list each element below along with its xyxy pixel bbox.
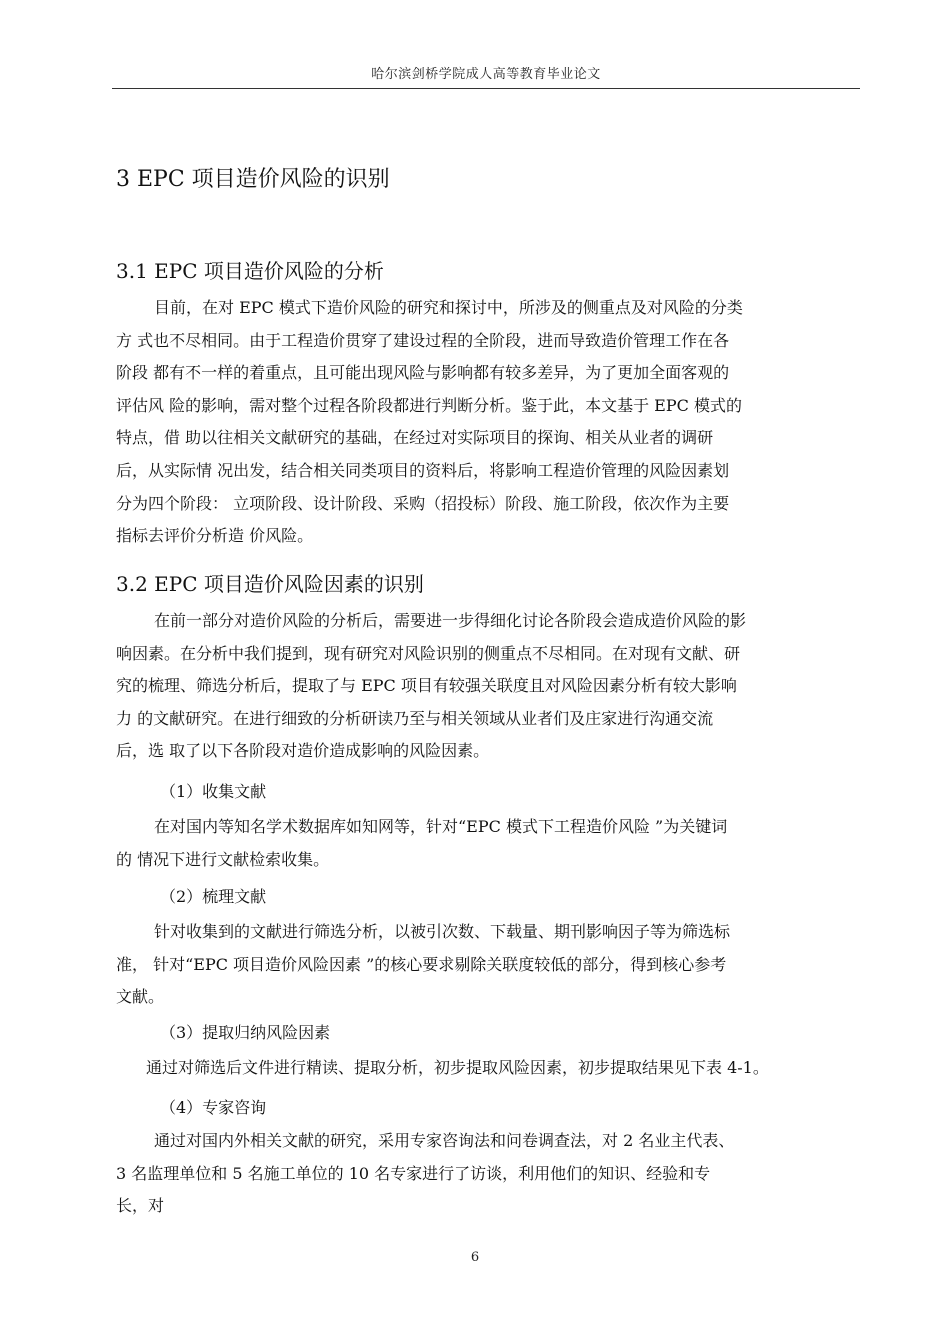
step-3-heading: （3）提取归纳风险因素	[160, 1023, 331, 1042]
paragraph-line: 力 的文献研究。在进行细致的分析研读乃至与相关领域从业者们及庄家进行沟通交流	[116, 708, 714, 728]
section-title-3-2: 3.2 EPC 项目造价风险因素的识别	[116, 572, 424, 596]
paragraph-line: 响因素。在分析中我们提到，现有研究对风险识别的侧重点不尽相同。在对现有文献、研	[116, 643, 741, 663]
step-1-heading: （1）收集文献	[160, 782, 267, 801]
paragraph-line: 评估风 险的影响，需对整个过程各阶段都进行判断分析。鉴于此，本文基于 EPC 模式的	[116, 395, 742, 415]
page-number: 6	[470, 1250, 480, 1265]
paragraph-line: 文献。	[116, 987, 165, 1007]
paragraph-line: 分为四个阶段： 立项阶段、设计阶段、采购（招投标）阶段、施工阶段，依次作为主要	[116, 493, 730, 513]
paragraph-line: 阶段 都有不一样的着重点，且可能出现风险与影响都有较多差异，为了更加全面客观的	[116, 363, 730, 383]
step-2-heading: （2）梳理文献	[160, 887, 267, 906]
paragraph-line: 后，选 取了以下各阶段对造价造成影响的风险因素。	[116, 741, 490, 761]
paragraph-line: 究的梳理、筛选分析后，提取了与 EPC 项目有较强关联度且对风险因素分析有较大影响	[116, 676, 737, 696]
paragraph-line: 长，对	[116, 1196, 165, 1216]
header-rule	[112, 88, 860, 89]
paragraph-line: 方 式也不尽相同。由于工程造价贯穿了建设过程的全阶段，进而导致造价管理工作在各	[116, 330, 730, 350]
chapter-title: 3 EPC 项目造价风险的识别	[116, 167, 390, 192]
step-1-paragraph	[116, 811, 858, 876]
paragraph-line: 后，从实际情 况出发，结合相关同类项目的资料后，将影响工程造价管理的风险因素划	[116, 460, 730, 480]
paragraph-line: 在对国内等知名学术数据库如知网等，针对“EPC 模式下工程造价风险 ”为关键词	[154, 817, 728, 836]
paragraph-line: 准， 针对“EPC 项目造价风险因素 ”的核心要求剔除关联度较低的部分，得到核心参考	[116, 954, 727, 974]
step-4-heading: （4）专家咨询	[160, 1098, 267, 1117]
step-4-paragraph	[116, 1125, 858, 1223]
section-title-3-1: 3.1 EPC 项目造价风险的分析	[116, 259, 384, 283]
paragraph-line: 通过对筛选后文件进行精读、提取分析，初步提取风险因素，初步提取结果见下表 4-1。	[146, 1058, 769, 1077]
section-3-1-paragraph	[116, 292, 858, 553]
running-header: 哈尔滨剑桥学院成人高等教育毕业论文	[371, 67, 601, 82]
paragraph-line: 针对收集到的文献进行筛选分析，以被引次数、下载量、期刊影响因子等为筛选标	[154, 922, 731, 941]
paragraph-line: 特点，借 助以往相关文献研究的基础，在经过对实际项目的探询、相关从业者的调研	[116, 428, 714, 448]
paragraph-line: 在前一部分对造价风险的分析后，需要进一步得细化讨论各阶段会造成造价风险的影	[154, 611, 747, 630]
paragraph-line: 的 情况下进行文献检索收集。	[116, 849, 330, 869]
step-2-paragraph	[116, 916, 858, 1014]
paragraph-line: 通过对国内外相关文献的研究，采用专家咨询法和问卷调查法，对 2 名业主代表、	[154, 1131, 735, 1150]
step-3-paragraph	[116, 1052, 858, 1085]
paragraph-line: 指标去评价分析造 价风险。	[116, 526, 314, 546]
section-3-2-paragraph	[116, 605, 858, 768]
paragraph-line: 3 名监理单位和 5 名施工单位的 10 名专家进行了访谈，利用他们的知识、经验和专	[116, 1163, 711, 1183]
paragraph-line: 目前，在对 EPC 模式下造价风险的研究和探讨中，所涉及的侧重点及对风险的分类	[154, 298, 743, 317]
